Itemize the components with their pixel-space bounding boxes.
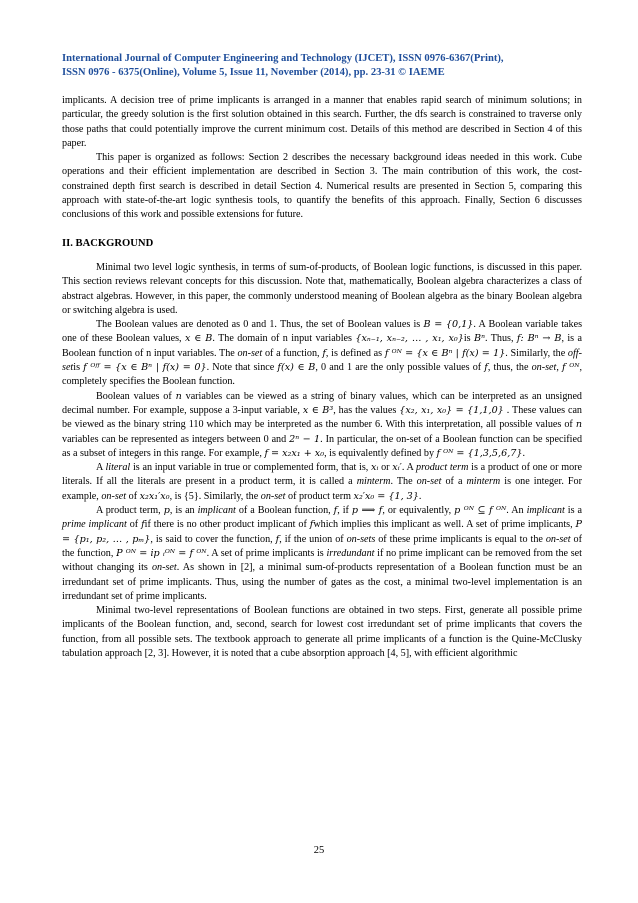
journal-header <box>62 52 582 80</box>
paragraph-continuation: implicants. A decision tree of prime implicants is arranged in a manner that enables rapid search of minimum solutions; in particular, the greedy solution is the first solution obtained in this search. Further, the dfs search is constrained to traverse only those paths that could potentially improve the current minimum cost. Details of this method are described in Section 4 of this paper. <box>62 95 582 149</box>
body-text <box>62 94 582 661</box>
paragraph-literals: A literal is an input variable in true or complemented form, that is, xᵢ or xᵢ′. A product term is a product of one or more literals. If all the literals are present in a product term, it is called a minterm. The on-set of a minterm is one integer. For example, on-set of x₂x₁′x₀, is {5}. Similarly, the on-set of product term x₂′x₀ = {1, 3}. <box>62 462 583 502</box>
header-line-2: ISSN 0976 - 6375(Online), Volume 5, Issue 11, November (2014), pp. 23-31 © IAEME <box>62 67 445 78</box>
paragraph-organization: This paper is organized as follows: Section 2 describes the necessary background ideas needed in this work. Cube operations and their efficient implementation are described in Section 3. The main contribution of this work, the cost-constrained depth first search is described in detail Section 4. Numerical results are presented in Section 5, comparing this approach with state-of-the-art logic synthesis tools, to quantify the benefits of this approach. Finally, Section 6 discusses conclusions of this work and possible extensions for future. <box>62 152 582 221</box>
paragraph-binary-interpretation: Boolean values of n variables can be viewed as a string of binary values, which can be interpreted as an unsigned decimal number. For example, suppose a 3-input variable, x ∈ B³, has the values {x₂, x₁, x₀} = {1,1,0} . These values can be viewed as the binary string 110 which may be interpreted as the number 6. With this interpretation, all possible values of n variables can be represented as integers between 0 and 2ⁿ − 1. In particular, the on-set of a Boolean function can be specified as a subset of integers in this range. For example, f = x₂x₁ + x₀, is equivalently defined by f ᴼᴺ = {1,3,5,6,7}. <box>62 390 583 459</box>
paragraph-implicants: A product term, p, is an implicant of a Boolean function, f, if p ⟹ f, or equivalently, p ᴼᴺ ⊆ f ᴼᴺ. An implicant is a prime implicant of fif there is no other product implicant of fwhich implies this implicant as well. A set of prime implicants, P = {p₁, p₂, … , pₘ}, is said to cover the function, f, if the union of on-sets of these prime implicants is equal to the on-set of the function, P ᴼᴺ = ip ᵢᴼᴺ = f ᴼᴺ. A set of prime implicants is irredundant if no prime implicant can be removed from the set without changing its on-set. As shown in [2], a minimal sum-of-products representation of a Boolean function must be an irredundant set of prime implicants. Thus, using the number of gates as the cost, a minimal two-level implementation is an irredundant set of prime implicants. <box>62 505 583 602</box>
paragraph-intro: Minimal two level logic synthesis, in terms of sum-of-products, of Boolean logic functions, is discussed in this paper. This section reviews relevant concepts for this discussion. Note that, mathematically, Boolean algebra characterizes a class of abstract algebras. However, in this paper, the commonly understood meaning of Boolean algebra as the binary Boolean algebra or switching algebra is used. <box>62 261 582 316</box>
page-number: 25 <box>313 845 325 856</box>
paragraph-two-level: Minimal two-level representations of Boolean functions are obtained in two steps. First, generate all possible prime implicants of the Boolean function, and, second, search for lowest cost irredundant set of prime implicants that covers the function, from all possible sets. The textbook approach to generate all prime implicants of a function is the Quine-McClusky tabulation approach [2, 3]. However, it is noted that a cube absorption approach [4, 5], with efficient algorithmic <box>62 605 582 659</box>
paragraph-boolean-values: The Boolean values are denoted as 0 and 1. Thus, the set of Boolean values is B = {0,1}. A Boolean variable takes one of these Boolean values, x ∈ B. The domain of n input variables {xₙ₋₁, xₙ₋₂, … , x₁, x₀}is Bⁿ. Thus, f: Bⁿ → B, is a Boolean function of n input variables. The on-set of a function, f, is defined as f ᴼᴺ = {x ∈ Bⁿ | f(x) = 1}. Similarly, the off-setis f ᴼᶠᶠ = {x ∈ Bⁿ | f(x) = 0}. Note that since f(x) ∈ B, 0 and 1 are the only possible values of f, thus, the on-set, f ᴼᴺ, completely specifies the Boolean function. <box>62 319 583 388</box>
header-line-1: International Journal of Computer Engineering and Technology (IJCET), ISSN 0976-6367(Print), <box>62 53 504 64</box>
section-heading: II. BACKGROUND <box>62 237 154 249</box>
